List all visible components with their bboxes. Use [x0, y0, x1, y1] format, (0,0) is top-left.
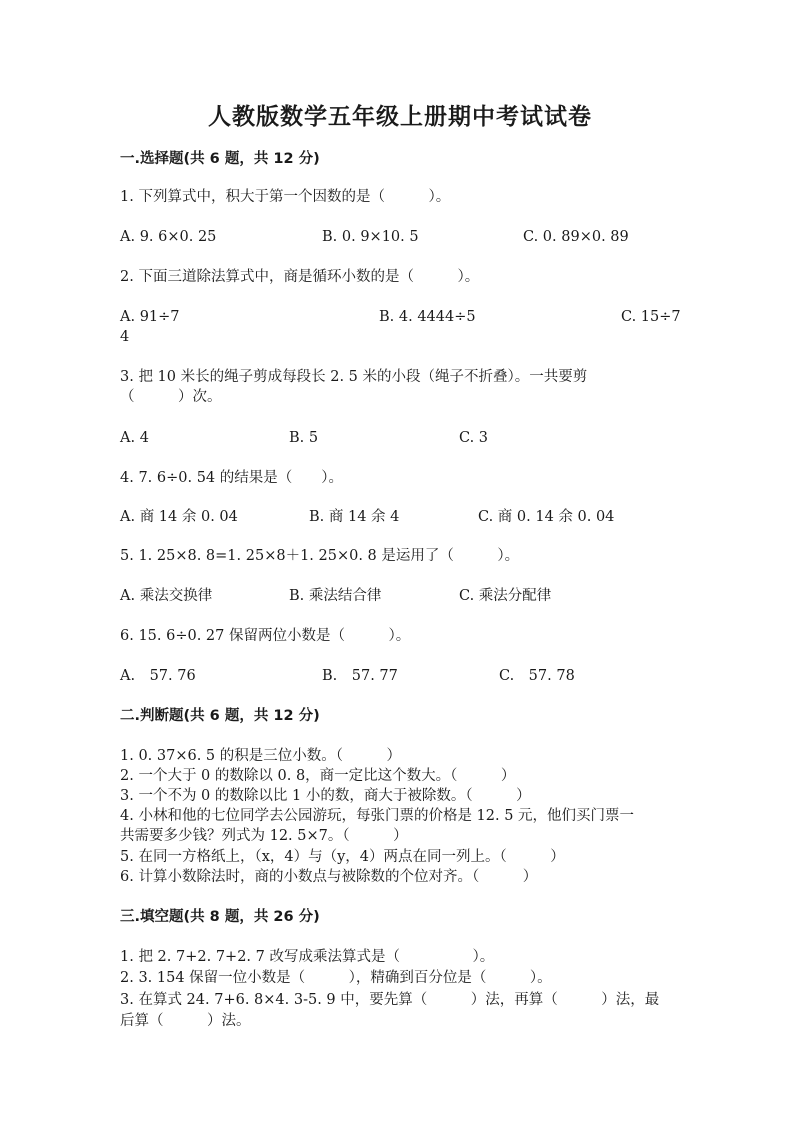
- option-a: A. 4: [120, 430, 149, 446]
- judge-item-cont: 共需要多少钱？列式为 12. 5×7。（ ）: [120, 828, 408, 844]
- judge-item: 3. 一个不为 0 的数除以比 1 小的数，商大于被除数。（ ）: [120, 788, 531, 804]
- judge-item: 6. 计算小数除法时，商的小数点与被除数的个位对齐。（ ）: [120, 869, 538, 885]
- fill-item: 2. 3. 154 保留一位小数是（ ），精确到百分位是（ ）。: [120, 970, 552, 986]
- question-stem: 2. 下面三道除法算式中，商是循环小数的是（ ）。: [120, 269, 480, 285]
- option-b: B. 5: [289, 430, 319, 446]
- fill-item: 1. 把 2. 7+2. 7+2. 7 改写成乘法算式是（ ）。: [120, 949, 495, 965]
- section-header-fill: 三.填空题(共 8 题，共 26 分): [120, 909, 320, 925]
- fill-item: 3. 在算式 24. 7+6. 8×4. 3-5. 9 中，要先算（ ）法，再算（ ）法，最: [120, 992, 660, 1008]
- option-b: B. 商 14 余 4: [309, 509, 400, 525]
- option-a: A. 57. 76: [120, 668, 196, 684]
- option-a: A. 91÷7: [120, 309, 180, 325]
- option-a: A. 乘法交换律: [120, 588, 213, 604]
- option-b: B. 乘法结合律: [289, 588, 382, 604]
- page-title: 人教版数学五年级上册期中考试试卷: [208, 103, 592, 130]
- option-c: C. 商 0. 14 余 0. 04: [478, 509, 615, 525]
- judge-item: 1. 0. 37×6. 5 的积是三位小数。（ ）: [120, 748, 402, 764]
- question-stem: 3. 把 10 米长的绳子剪成每段长 2. 5 米的小段（绳子不折叠）。一共要剪: [120, 369, 588, 385]
- question-stem: 1. 下列算式中，积大于第一个因数的是（ ）。: [120, 189, 451, 205]
- section-header-choice: 一.选择题(共 6 题，共 12 分): [120, 151, 320, 167]
- option-c: C. 57. 78: [499, 668, 575, 684]
- option-c: C. 乘法分配律: [459, 588, 552, 604]
- question-stem: 4. 7. 6÷0. 54 的结果是（ ）。: [120, 470, 344, 486]
- option-c-wrap: 4: [120, 329, 130, 345]
- question-stem: 6. 15. 6÷0. 27 保留两位小数是（ ）。: [120, 628, 411, 644]
- fill-item-cont: 后算（ ）法。: [120, 1013, 251, 1029]
- section-header-judge: 二.判断题(共 6 题，共 12 分): [120, 708, 320, 724]
- option-b: B. 4. 4444÷5: [379, 309, 476, 325]
- option-c: C. 15÷7: [621, 309, 681, 325]
- question-stem: 5. 1. 25×8. 8=1. 25×8＋1. 25×0. 8 是运用了（ ）。: [120, 548, 520, 564]
- question-stem-cont: （ ）次。: [120, 389, 222, 405]
- option-b: B. 57. 77: [322, 668, 398, 684]
- judge-item: 4. 小林和他的七位同学去公园游玩，每张门票的价格是 12. 5 元，他们买门票一: [120, 808, 635, 824]
- option-a: A. 商 14 余 0. 04: [120, 509, 238, 525]
- option-c: C. 0. 89×0. 89: [523, 229, 629, 245]
- judge-item: 2. 一个大于 0 的数除以 0. 8，商一定比这个数大。（ ）: [120, 768, 516, 784]
- option-a: A. 9. 6×0. 25: [120, 229, 217, 245]
- option-c: C. 3: [459, 430, 489, 446]
- judge-item: 5. 在同一方格纸上，（x，4）与（y，4）两点在同一列上。（ ）: [120, 849, 565, 865]
- option-b: B. 0. 9×10. 5: [322, 229, 419, 245]
